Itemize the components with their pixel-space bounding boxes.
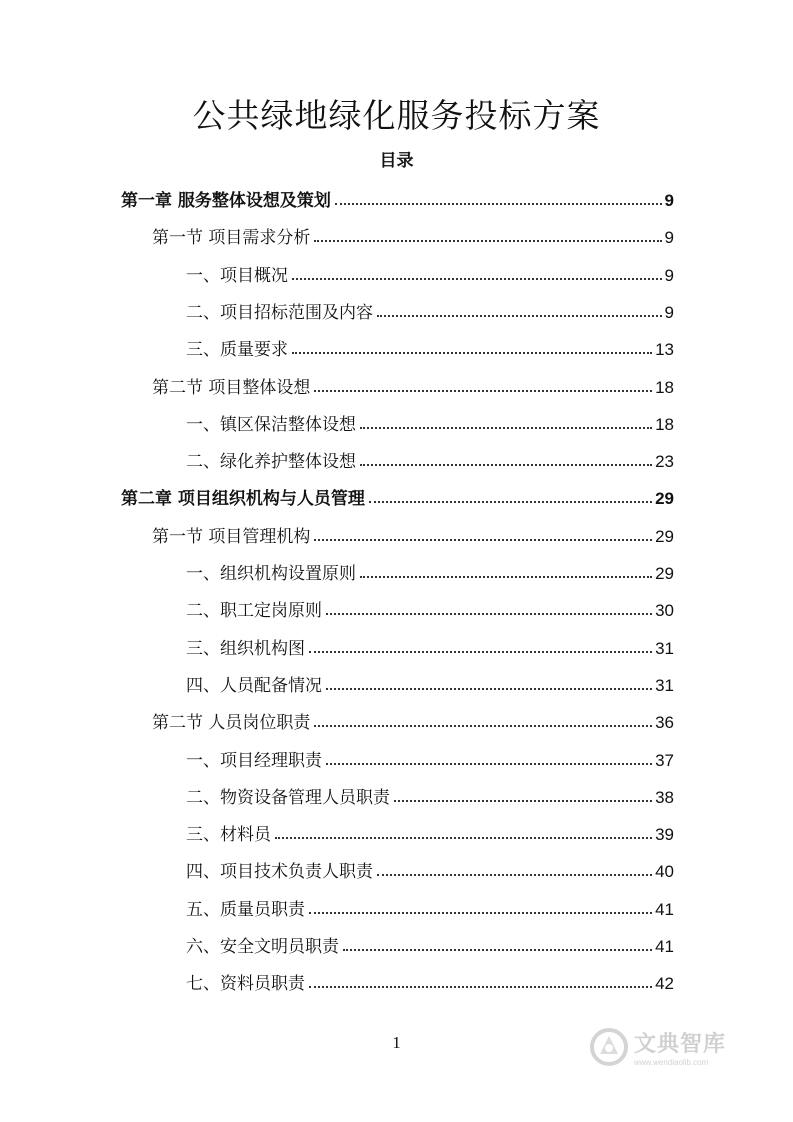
toc-entry-label: 六、安全文明员职责 xyxy=(186,937,339,957)
toc-entry-page: 9 xyxy=(664,303,674,322)
toc-entry[interactable] xyxy=(186,442,674,472)
toc-entry-page: 9 xyxy=(664,266,674,285)
toc-entry[interactable] xyxy=(186,405,674,435)
toc-leader-dots xyxy=(369,501,652,503)
toc-entry-page: 42 xyxy=(655,974,674,993)
toc-entry-label: 三、组织机构图 xyxy=(186,639,305,659)
toc-entry-label: 二、绿化养护整体设想 xyxy=(186,452,356,472)
toc-entry[interactable] xyxy=(121,479,674,509)
toc-entry-label: 一、组织机构设置原则 xyxy=(186,564,356,584)
toc-entry[interactable] xyxy=(152,703,674,733)
toc-entry-page: 36 xyxy=(655,713,674,732)
toc-entry-page: 23 xyxy=(655,452,674,471)
toc-leader-dots xyxy=(394,800,652,802)
toc-leader-dots xyxy=(309,651,652,653)
toc-leader-dots xyxy=(309,912,652,914)
toc-entry-label: 一、项目概况 xyxy=(186,266,288,286)
toc-leader-dots xyxy=(314,390,652,392)
toc-leader-dots xyxy=(326,688,652,690)
toc-leader-dots xyxy=(360,427,652,429)
watermark-url: www.wendiaolib.com xyxy=(634,1058,709,1067)
toc-leader-dots xyxy=(377,874,652,876)
toc-entry-label: 四、项目技术负责人职责 xyxy=(186,862,373,882)
toc-leader-dots xyxy=(377,315,662,317)
toc-entry-label: 二、职工定岗原则 xyxy=(186,601,322,621)
toc-leader-dots xyxy=(314,240,661,242)
toc-leader-dots xyxy=(326,763,652,765)
toc-entry-label: 三、材料员 xyxy=(186,825,271,845)
toc-entry-page: 29 xyxy=(655,527,674,546)
toc-entry[interactable] xyxy=(186,852,674,882)
document-title: 公共绿地绿化服务投标方案 xyxy=(192,96,601,135)
watermark xyxy=(588,1022,768,1072)
toc-entry[interactable] xyxy=(152,517,674,547)
toc-entry-page: 39 xyxy=(655,825,674,844)
toc-entry-page: 9 xyxy=(664,191,674,210)
toc-entry-label: 第一节 项目管理机构 xyxy=(152,527,311,547)
toc-entry-page: 38 xyxy=(655,788,674,807)
toc-entry-page: 29 xyxy=(655,564,674,583)
toc-entry-page: 40 xyxy=(655,862,674,881)
toc-heading: 目录 xyxy=(379,151,414,171)
toc-entry-page: 31 xyxy=(655,676,674,695)
watermark-logo-icon xyxy=(588,1026,630,1068)
toc-leader-dots xyxy=(275,837,652,839)
toc-entry-label: 第二章 项目组织机构与人员管理 xyxy=(121,489,365,509)
toc-entry-page: 13 xyxy=(655,340,674,359)
toc-entry[interactable] xyxy=(186,964,674,994)
toc-entry-page: 9 xyxy=(664,228,674,247)
toc-entry[interactable] xyxy=(121,181,674,211)
toc-entry-label: 三、质量要求 xyxy=(186,340,288,360)
toc-entry[interactable] xyxy=(152,218,674,248)
toc-entry-page: 30 xyxy=(655,601,674,620)
toc-leader-dots xyxy=(326,613,652,615)
toc-entry-page: 18 xyxy=(655,415,674,434)
toc-leader-dots xyxy=(335,203,662,205)
toc-entry[interactable] xyxy=(186,890,674,920)
toc-entry-label: 第一节 项目需求分析 xyxy=(152,228,311,248)
toc-entry[interactable] xyxy=(152,368,674,398)
toc-entry[interactable] xyxy=(186,629,674,659)
toc-entry[interactable] xyxy=(186,741,674,771)
toc-entry-page: 29 xyxy=(655,489,674,508)
toc-entry-page: 37 xyxy=(655,751,674,770)
toc-entry-label: 七、资料员职责 xyxy=(186,974,305,994)
toc-entry[interactable] xyxy=(186,927,674,957)
toc-entry-label: 二、物资设备管理人员职责 xyxy=(186,788,390,808)
toc-entry[interactable] xyxy=(186,815,674,845)
toc-entry-page: 41 xyxy=(655,900,674,919)
toc-entry-label: 第二节 项目整体设想 xyxy=(152,378,311,398)
toc-entry-label: 四、人员配备情况 xyxy=(186,676,322,696)
toc-entry[interactable] xyxy=(186,591,674,621)
toc-leader-dots xyxy=(314,539,652,541)
toc-leader-dots xyxy=(292,352,652,354)
toc-entry-label: 一、项目经理职责 xyxy=(186,751,322,771)
page-number: 1 xyxy=(392,1033,401,1052)
toc-leader-dots xyxy=(309,986,652,988)
toc-entry-label: 第二节 人员岗位职责 xyxy=(152,713,311,733)
toc-entry[interactable] xyxy=(186,778,674,808)
toc-entry[interactable] xyxy=(186,666,674,696)
toc-leader-dots xyxy=(360,464,652,466)
toc-leader-dots xyxy=(360,576,652,578)
toc-entry-label: 二、项目招标范围及内容 xyxy=(186,303,373,323)
toc-entry-label: 五、质量员职责 xyxy=(186,900,305,920)
toc-entry[interactable] xyxy=(186,293,674,323)
toc-leader-dots xyxy=(292,278,662,280)
toc-entry-label: 一、镇区保洁整体设想 xyxy=(186,415,356,435)
toc-entry-page: 18 xyxy=(655,378,674,397)
toc-leader-dots xyxy=(343,949,652,951)
toc-entry-page: 31 xyxy=(655,639,674,658)
toc-entry[interactable] xyxy=(186,256,674,286)
toc-leader-dots xyxy=(314,725,652,727)
toc-entry-label: 第一章 服务整体设想及策划 xyxy=(121,191,331,211)
watermark-text: 文典智库 xyxy=(634,1032,727,1057)
toc-entry[interactable] xyxy=(186,330,674,360)
toc-entry-page: 41 xyxy=(655,937,674,956)
toc-entry[interactable] xyxy=(186,554,674,584)
